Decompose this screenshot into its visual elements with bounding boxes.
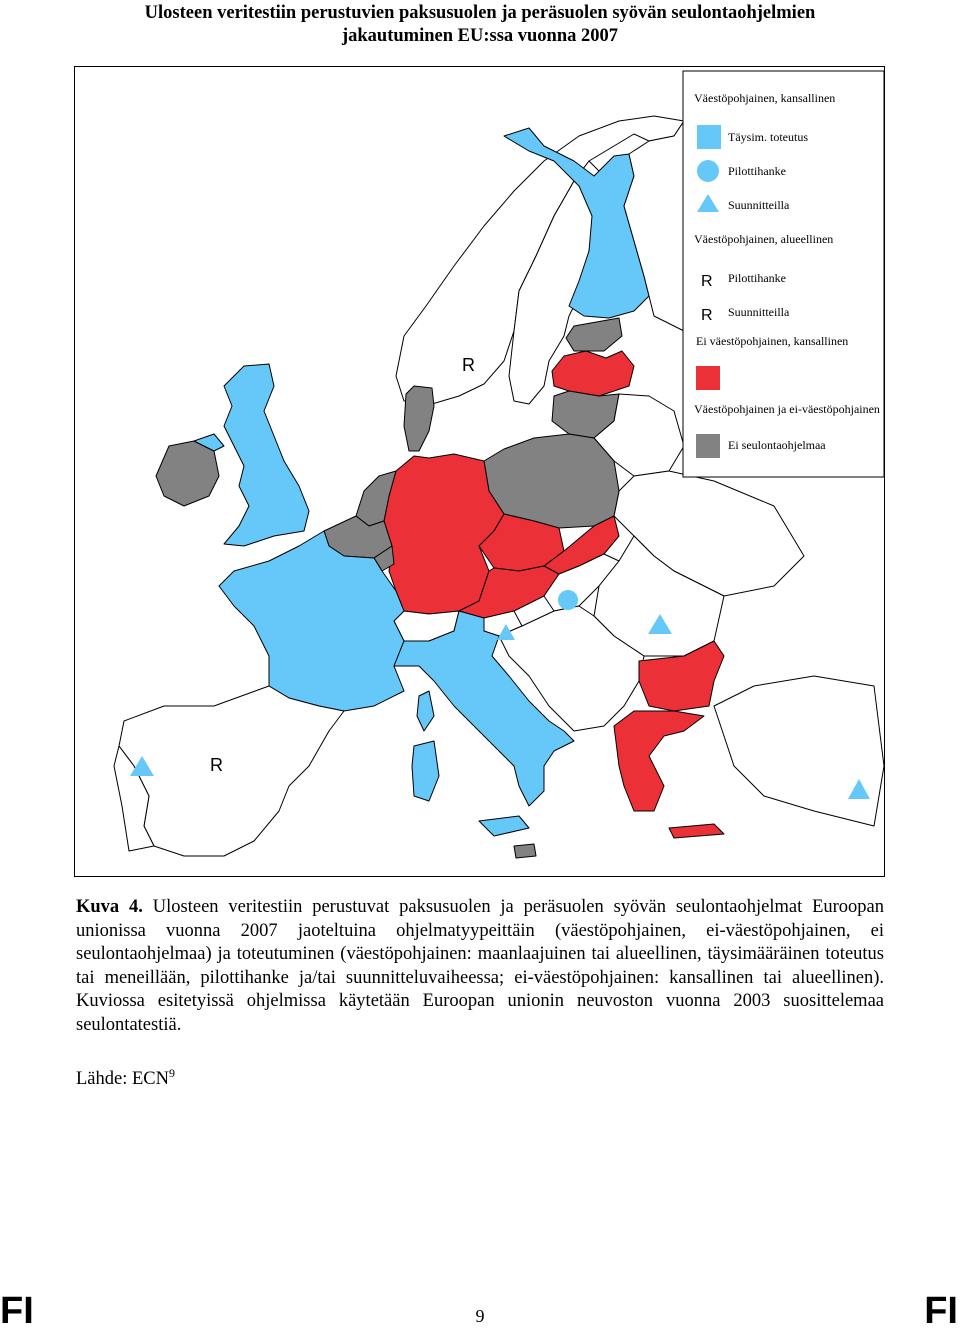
legend-swatch-non-population [696,366,720,390]
source-line [76,1066,175,1090]
legend-heading-mixed: Väestöpohjainen ja ei-väestöpohjainen [694,402,880,416]
title-line-1: Ulosteen veritestiin perustuvien paksusuolen ja peräsuolen syövän seulontaohjelmien [144,3,816,23]
document-title [40,2,920,48]
footer-language-left: FI [0,1290,34,1332]
title-line-2: jakautuminen EU:ssa vuonna 2007 [341,26,619,46]
caption-label: Kuva 4. [76,897,143,917]
spain-regional-marker: R [210,755,223,775]
legend-heading-population-regional: Väestöpohjainen, alueellinen [694,232,834,246]
hungary-pilot-circle [558,590,578,610]
page-number: 9 [475,1306,485,1326]
legend-full-implementation: Täysim. toteutus [728,130,808,144]
map-legend [683,71,884,477]
legend-no-programme: Ei seulontaohjelmaa [728,438,826,452]
legend-pilot-circle [697,160,719,182]
legend-regional-pilot: Pilottihanke [728,271,786,285]
legend-swatch-full-implementation [697,125,721,149]
legend-heading-non-population: Ei väestöpohjainen, kansallinen [696,334,849,348]
figure-caption [76,896,884,1038]
legend-regional-planned: Suunnitteilla [728,305,790,319]
sweden-regional-marker: R [462,355,475,375]
source-footnote: 9 [169,1066,175,1080]
map-svg [74,66,885,877]
caption-text: Ulosteen veritestiin perustuvat paksusuolen ja peräsuolen syövän seulontaohjelmat Euroopan unionissa vuonna 2007 jaoteltuina ohjelmatyypeittäin (väestöpohjainen, ei-väestöpohjainen, ei seulontaohjelmaa) ja toteutuminen (väestöpohjainen: maanlaajuinen tai alueellinen, täysimääräinen toteutus tai meneillään, pilottihanke ja/tai suunnitteluvaiheessa; ei-väestöpohjainen: kansallinen tai alueellinen). Kuviossa esitetyissä ohjelmissa käytetään Euroopan unionin neuvoston vuonna 2003 suosittelemaa seulontatestiä. [76,897,885,1035]
europe-map [74,66,885,877]
legend-planned: Suunnitteilla [728,198,790,212]
footer-language-right: FI [924,1290,958,1332]
malta-land [514,844,536,858]
legend-regional-pilot-marker: R [701,273,713,290]
source-label: Lähde: ECN [76,1069,169,1089]
legend-regional-planned-marker: R [701,307,713,324]
legend-heading-population-national: Väestöpohjainen, kansallinen [694,91,836,105]
legend-pilot: Pilottihanke [728,164,786,178]
legend-swatch-no-programme [696,434,720,458]
